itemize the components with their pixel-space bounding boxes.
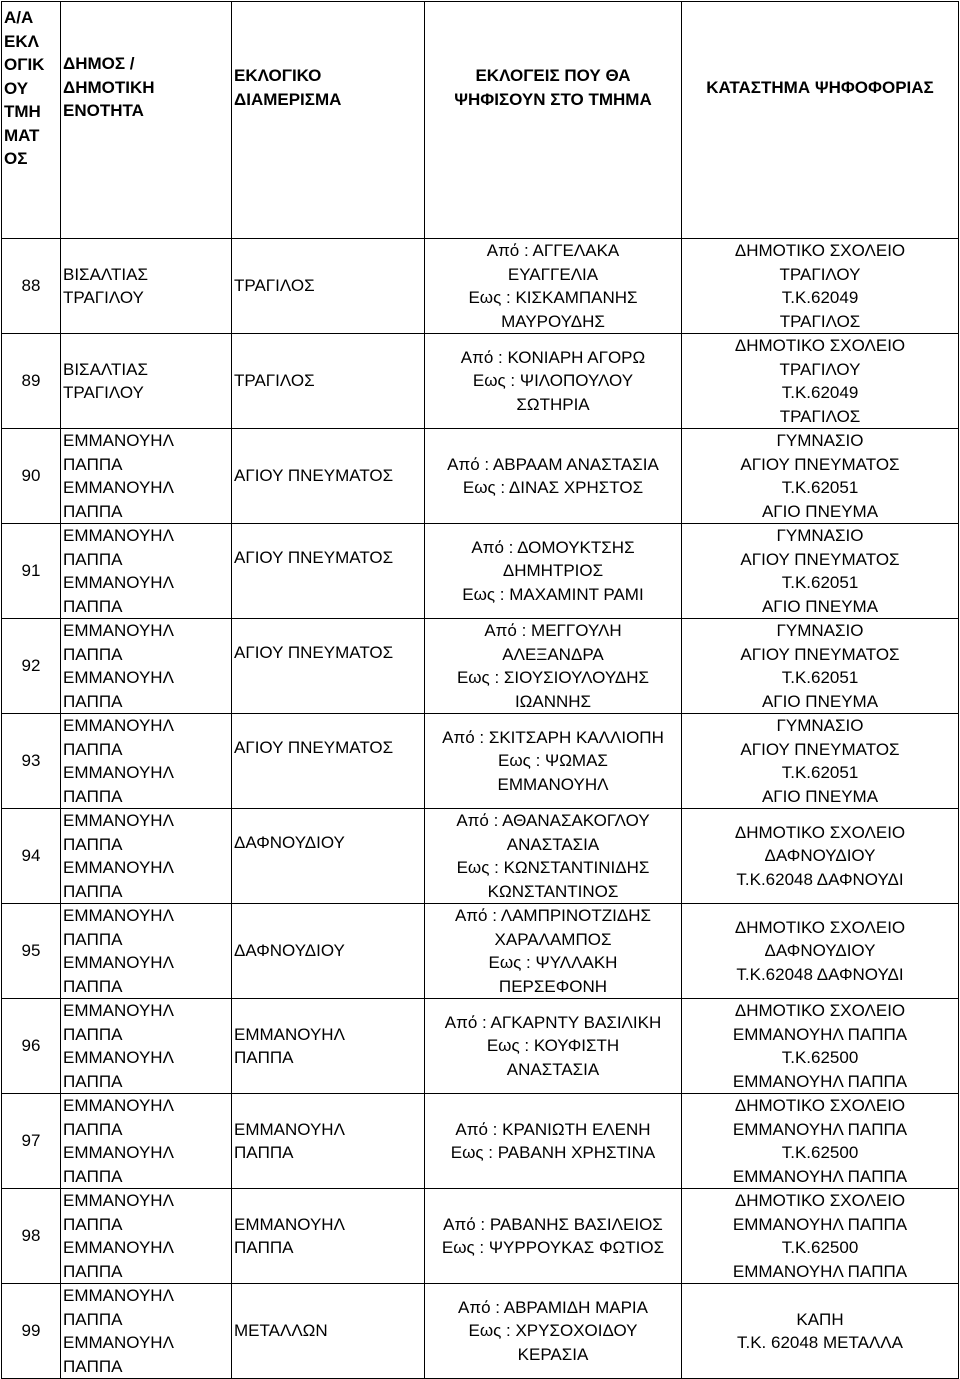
table-row: [2, 239, 959, 334]
table-row: [2, 904, 959, 999]
section-number: 92: [2, 619, 61, 714]
polling-station-cell: ΓΥΜΝΑΣΙΟ ΑΓΙΟΥ ΠΝΕΥΜΑΤΟΣ Τ.Κ.62051 ΑΓΙΟ ΠΝΕΥΜΑ: [682, 619, 959, 714]
polling-stations-table: [1, 1, 959, 1379]
voters-range-cell: Από : ΑΒΡΑΑΜ ΑΝΑΣΤΑΣΙΑ Εως : ΔΙΝΑΣ ΧΡΗΣΤΟΣ: [425, 429, 682, 524]
voters-range-cell: Από : ΑΓΚΑΡΝΤΥ ΒΑΣΙΛΙΚΗ Εως : ΚΟΥΦΙΣΤΗ ΑΝΑΣΤΑΣΙΑ: [425, 999, 682, 1094]
table-row: [2, 999, 959, 1094]
table-row: [2, 524, 959, 619]
polling-station-cell: ΔΗΜΟΤΙΚΟ ΣΧΟΛΕΙΟ ΤΡΑΓΙΛΟΥ Τ.Κ.62049 ΤΡΑΓΙΛΟΣ: [682, 334, 959, 429]
municipality-cell: ΕΜΜΑΝΟΥΗΛ ΠΑΠΠΑ ΕΜΜΑΝΟΥΗΛ ΠΑΠΠΑ: [61, 429, 232, 524]
section-number: 99: [2, 1284, 61, 1379]
municipality-cell: ΒΙΣΑΛΤΙΑΣ ΤΡΑΓΙΛΟΥ: [61, 334, 232, 429]
header-polling-station: ΚΑΤΑΣΤΗΜΑ ΨΗΦΟΦΟΡΙΑΣ: [682, 2, 959, 239]
voters-range-cell: Από : ΣΚΙΤΣΑΡΗ ΚΑΛΛΙΟΠΗ Εως : ΨΩΜΑΣ ΕΜΜΑΝΟΥΗΛ: [425, 714, 682, 809]
municipality-cell: ΕΜΜΑΝΟΥΗΛ ΠΑΠΠΑ ΕΜΜΑΝΟΥΗΛ ΠΑΠΠΑ: [61, 1189, 232, 1284]
municipality-cell: ΕΜΜΑΝΟΥΗΛ ΠΑΠΠΑ ΕΜΜΑΝΟΥΗΛ ΠΑΠΠΑ: [61, 809, 232, 904]
table-row: [2, 809, 959, 904]
section-number: 91: [2, 524, 61, 619]
district-cell: ΑΓΙΟΥ ΠΝΕΥΜΑΤΟΣ: [232, 429, 425, 524]
polling-station-cell: ΓΥΜΝΑΣΙΟ ΑΓΙΟΥ ΠΝΕΥΜΑΤΟΣ Τ.Κ.62051 ΑΓΙΟ ΠΝΕΥΜΑ: [682, 429, 959, 524]
header-electoral-district: ΕΚΛΟΓΙΚΟ ΔΙΑΜΕΡΙΣΜΑ: [232, 2, 425, 239]
table-row: [2, 1094, 959, 1189]
table-row: [2, 1284, 959, 1379]
municipality-cell: ΕΜΜΑΝΟΥΗΛ ΠΑΠΠΑ ΕΜΜΑΝΟΥΗΛ ΠΑΠΠΑ: [61, 619, 232, 714]
polling-station-cell: ΚΑΠΗ Τ.Κ. 62048 ΜΕΤΑΛΛΑ: [682, 1284, 959, 1379]
polling-station-cell: ΔΗΜΟΤΙΚΟ ΣΧΟΛΕΙΟ ΕΜΜΑΝΟΥΗΛ ΠΑΠΠΑ Τ.Κ.62500 ΕΜΜΑΝΟΥΗΛ ΠΑΠΠΑ: [682, 1094, 959, 1189]
header-municipality: ΔΗΜΟΣ / ΔΗΜΟΤΙΚΗ ΕΝΟΤΗΤΑ: [61, 2, 232, 239]
section-number: 93: [2, 714, 61, 809]
polling-station-cell: ΔΗΜΟΤΙΚΟ ΣΧΟΛΕΙΟ ΤΡΑΓΙΛΟΥ Τ.Κ.62049 ΤΡΑΓΙΛΟΣ: [682, 239, 959, 334]
section-number: 94: [2, 809, 61, 904]
table-row: [2, 429, 959, 524]
section-number: 88: [2, 239, 61, 334]
municipality-cell: ΒΙΣΑΛΤΙΑΣ ΤΡΑΓΙΛΟΥ: [61, 239, 232, 334]
district-cell: ΤΡΑΓΙΛΟΣ: [232, 239, 425, 334]
section-number: 89: [2, 334, 61, 429]
voters-range-cell: Από : ΑΘΑΝΑΣΑΚΟΓΛΟΥ ΑΝΑΣΤΑΣΙΑ Εως : ΚΩΝΣΤΑΝΤΙΝΙΔΗΣ ΚΩΝΣΤΑΝΤΙΝΟΣ: [425, 809, 682, 904]
table-row: [2, 334, 959, 429]
section-number: 96: [2, 999, 61, 1094]
table-row: [2, 1189, 959, 1284]
district-cell: ΕΜΜΑΝΟΥΗΛ ΠΑΠΠΑ: [232, 1094, 425, 1189]
table-row: [2, 714, 959, 809]
header-voters: ΕΚΛΟΓΕΙΣ ΠΟΥ ΘΑ ΨΗΦΙΣΟΥΝ ΣΤΟ ΤΜΗΜΑ: [425, 2, 682, 239]
polling-station-cell: ΓΥΜΝΑΣΙΟ ΑΓΙΟΥ ΠΝΕΥΜΑΤΟΣ Τ.Κ.62051 ΑΓΙΟ ΠΝΕΥΜΑ: [682, 714, 959, 809]
section-number: 98: [2, 1189, 61, 1284]
voters-range-cell: Από : ΜΕΓΓΟΥΛΗ ΑΛΕΞΑΝΔΡΑ Εως : ΣΙΟΥΣΙΟΥΛΟΥΔΗΣ ΙΩΑΝΝΗΣ: [425, 619, 682, 714]
municipality-cell: ΕΜΜΑΝΟΥΗΛ ΠΑΠΠΑ ΕΜΜΑΝΟΥΗΛ ΠΑΠΠΑ: [61, 714, 232, 809]
table-row: [2, 619, 959, 714]
voters-range-cell: Από : ΛΑΜΠΡΙΝΟΤΖΙΔΗΣ ΧΑΡΑΛΑΜΠΟΣ Εως : ΨΥΛΛΑΚΗ ΠΕΡΣΕΦΟΝΗ: [425, 904, 682, 999]
municipality-cell: ΕΜΜΑΝΟΥΗΛ ΠΑΠΠΑ ΕΜΜΑΝΟΥΗΛ ΠΑΠΠΑ: [61, 904, 232, 999]
municipality-cell: ΕΜΜΑΝΟΥΗΛ ΠΑΠΠΑ ΕΜΜΑΝΟΥΗΛ ΠΑΠΠΑ: [61, 1094, 232, 1189]
district-cell: ΑΓΙΟΥ ΠΝΕΥΜΑΤΟΣ: [232, 714, 425, 809]
municipality-cell: ΕΜΜΑΝΟΥΗΛ ΠΑΠΠΑ ΕΜΜΑΝΟΥΗΛ ΠΑΠΠΑ: [61, 1284, 232, 1379]
polling-station-cell: ΔΗΜΟΤΙΚΟ ΣΧΟΛΕΙΟ ΔΑΦΝΟΥΔΙΟΥ Τ.Κ.62048 ΔΑΦΝΟΥΔΙ: [682, 809, 959, 904]
district-cell: ΜΕΤΑΛΛΩΝ: [232, 1284, 425, 1379]
district-cell: ΑΓΙΟΥ ΠΝΕΥΜΑΤΟΣ: [232, 524, 425, 619]
polling-station-cell: ΔΗΜΟΤΙΚΟ ΣΧΟΛΕΙΟ ΕΜΜΑΝΟΥΗΛ ΠΑΠΠΑ Τ.Κ.62500 ΕΜΜΑΝΟΥΗΛ ΠΑΠΠΑ: [682, 999, 959, 1094]
polling-station-cell: ΔΗΜΟΤΙΚΟ ΣΧΟΛΕΙΟ ΕΜΜΑΝΟΥΗΛ ΠΑΠΠΑ Τ.Κ.62500 ΕΜΜΑΝΟΥΗΛ ΠΑΠΠΑ: [682, 1189, 959, 1284]
polling-station-cell: ΓΥΜΝΑΣΙΟ ΑΓΙΟΥ ΠΝΕΥΜΑΤΟΣ Τ.Κ.62051 ΑΓΙΟ ΠΝΕΥΜΑ: [682, 524, 959, 619]
district-cell: ΕΜΜΑΝΟΥΗΛ ΠΑΠΠΑ: [232, 1189, 425, 1284]
polling-station-cell: ΔΗΜΟΤΙΚΟ ΣΧΟΛΕΙΟ ΔΑΦΝΟΥΔΙΟΥ Τ.Κ.62048 ΔΑΦΝΟΥΔΙ: [682, 904, 959, 999]
voters-range-cell: Από : ΑΓΓΕΛΑΚΑ ΕΥΑΓΓΕΛΙΑ Εως : ΚΙΣΚΑΜΠΑΝΗΣ ΜΑΥΡΟΥΔΗΣ: [425, 239, 682, 334]
district-cell: ΕΜΜΑΝΟΥΗΛ ΠΑΠΠΑ: [232, 999, 425, 1094]
voters-range-cell: Από : ΚΟΝΙΑΡΗ ΑΓΟΡΩ Εως : ΨΙΛΟΠΟΥΛΟΥ ΣΩΤΗΡΙΑ: [425, 334, 682, 429]
section-number: 90: [2, 429, 61, 524]
district-cell: ΑΓΙΟΥ ΠΝΕΥΜΑΤΟΣ: [232, 619, 425, 714]
voters-range-cell: Από : ΑΒΡΑΜΙΔΗ ΜΑΡΙΑ Εως : ΧΡΥΣΟΧΟΙΔΟΥ ΚΕΡΑΣΙΑ: [425, 1284, 682, 1379]
header-section-number: Α/Α ΕΚΛ ΟΓΙΚ ΟΥ ΤΜΗ ΜΑΤ ΟΣ: [2, 2, 61, 239]
table-header-row: [2, 2, 959, 239]
district-cell: ΤΡΑΓΙΛΟΣ: [232, 334, 425, 429]
section-number: 95: [2, 904, 61, 999]
section-number: 97: [2, 1094, 61, 1189]
municipality-cell: ΕΜΜΑΝΟΥΗΛ ΠΑΠΠΑ ΕΜΜΑΝΟΥΗΛ ΠΑΠΠΑ: [61, 524, 232, 619]
district-cell: ΔΑΦΝΟΥΔΙΟΥ: [232, 809, 425, 904]
voters-range-cell: Από : ΚΡΑΝΙΩΤΗ ΕΛΕΝΗ Εως : ΡΑΒΑΝΗ ΧΡΗΣΤΙΝΑ: [425, 1094, 682, 1189]
municipality-cell: ΕΜΜΑΝΟΥΗΛ ΠΑΠΠΑ ΕΜΜΑΝΟΥΗΛ ΠΑΠΠΑ: [61, 999, 232, 1094]
district-cell: ΔΑΦΝΟΥΔΙΟΥ: [232, 904, 425, 999]
voters-range-cell: Από : ΡΑΒΑΝΗΣ ΒΑΣΙΛΕΙΟΣ Εως : ΨΥΡΡΟΥΚΑΣ ΦΩΤΙΟΣ: [425, 1189, 682, 1284]
voters-range-cell: Από : ΔΟΜΟΥΚΤΣΗΣ ΔΗΜΗΤΡΙΟΣ Εως : ΜΑΧΑΜΙΝΤ ΡΑΜΙ: [425, 524, 682, 619]
